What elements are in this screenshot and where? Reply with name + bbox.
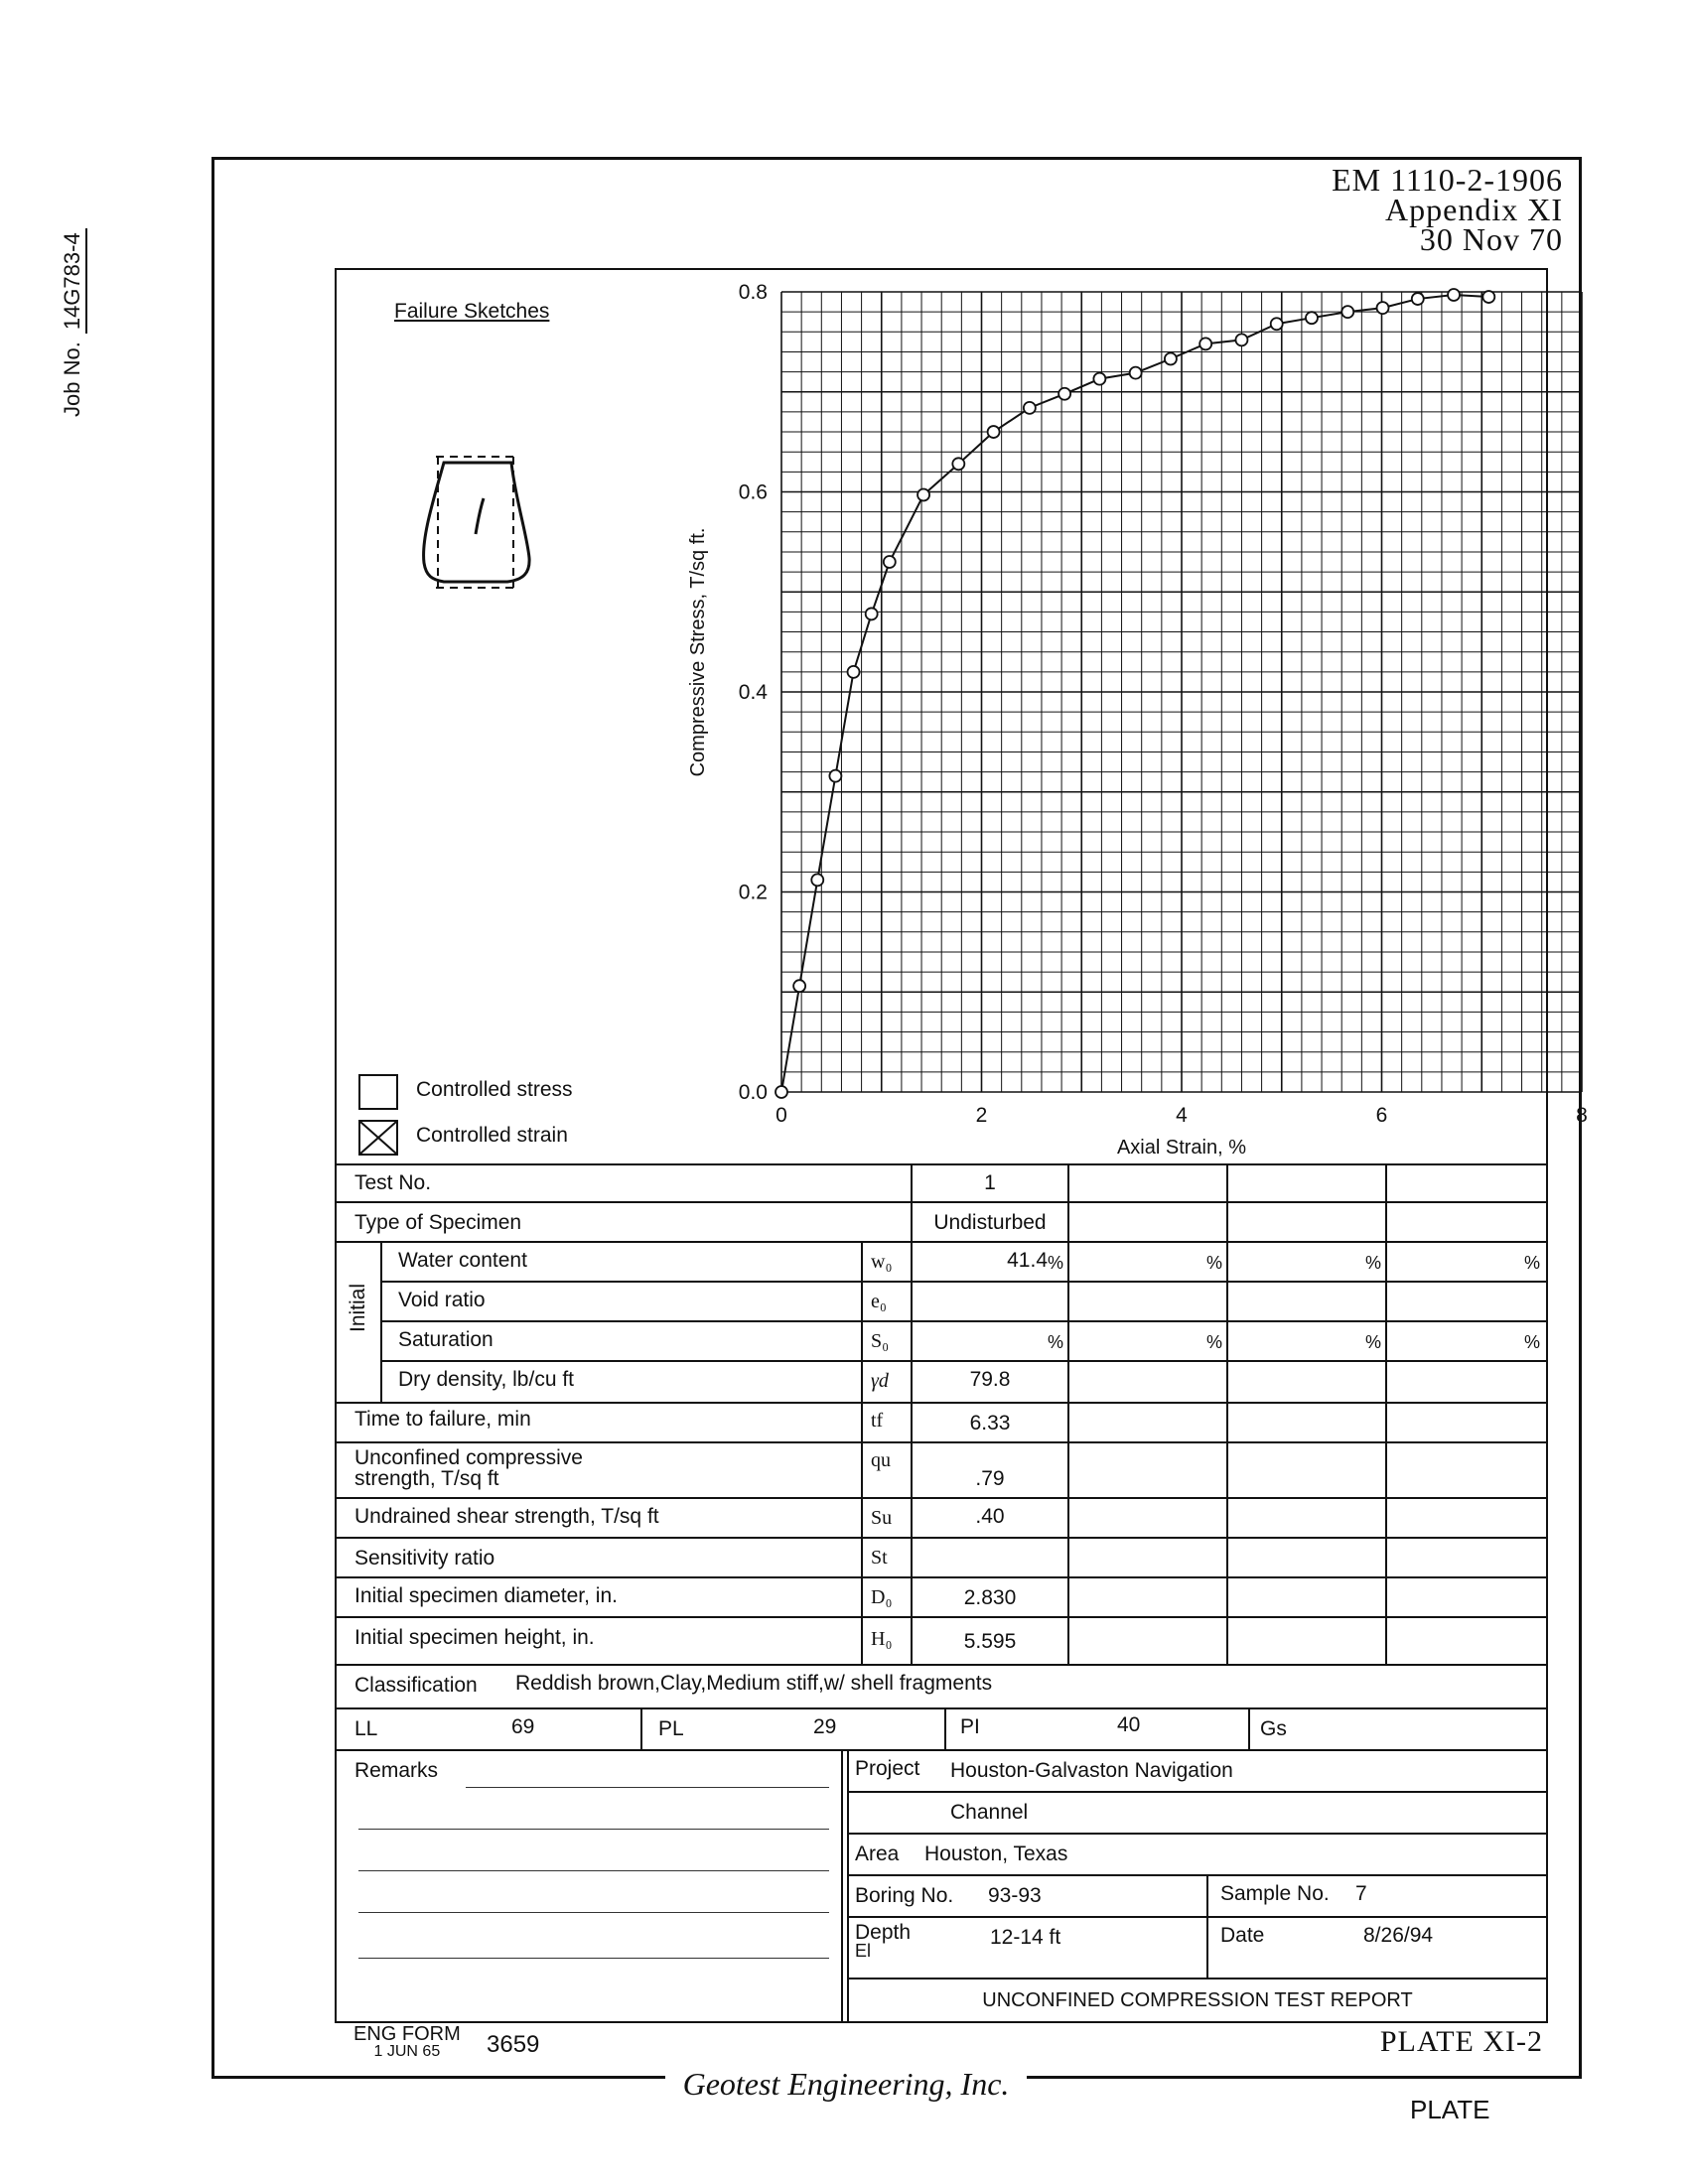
diameter-symbol: D₀ (871, 1586, 893, 1608)
job-number-value: 14G783-4 (60, 228, 87, 334)
data-point (1482, 291, 1494, 303)
y-tick-label: 0.2 (738, 881, 768, 904)
height-symbol: H₀ (871, 1628, 893, 1650)
initial-group-label: Initial (347, 1283, 369, 1332)
data-point (1165, 353, 1177, 365)
time-to-failure-label: Time to failure, min (354, 1408, 531, 1431)
diameter-label: Initial specimen diameter, in. (354, 1584, 618, 1607)
y-axis-label: Compressive Stress, T/sq ft. (687, 527, 709, 777)
rule (380, 1281, 1548, 1283)
gs-label: Gs (1260, 1717, 1287, 1740)
rule (1067, 1163, 1069, 1664)
plate-number: PLATE XI-2 (1379, 2025, 1543, 2058)
saturation-symbol: S₀ (871, 1330, 890, 1352)
type-of-specimen-label: Type of Specimen (354, 1211, 522, 1234)
data-point (1235, 334, 1247, 345)
eng-form-block (353, 2025, 461, 2061)
rule (1248, 1707, 1250, 1749)
depth-value: 12-14 ft (990, 1926, 1061, 1949)
data-point (1341, 306, 1353, 318)
y-tick-label: 0.8 (738, 281, 768, 304)
unconfined-strength-label-line2: strength, T/sq ft (354, 1467, 499, 1490)
x-tick-label: 4 (1176, 1104, 1188, 1127)
pct-mark: % (1524, 1332, 1541, 1352)
data-point (1412, 293, 1424, 305)
rule (861, 1241, 863, 1664)
depth-label: Depth (855, 1921, 912, 1944)
rule (337, 1664, 1548, 1666)
remarks-line (358, 1829, 829, 1830)
data-point (1130, 367, 1142, 379)
boring-no-value: 93-93 (988, 1884, 1042, 1907)
data-point (866, 608, 878, 619)
rule (380, 1360, 1548, 1362)
water-content-label: Water content (398, 1249, 527, 1272)
rule (337, 1616, 1548, 1618)
rule (847, 1791, 1548, 1793)
rule (944, 1707, 946, 1749)
dry-density-symbol: γd (871, 1370, 889, 1392)
rule (847, 1874, 1548, 1876)
void-ratio-symbol: e₀ (871, 1291, 887, 1312)
data-point (848, 666, 860, 678)
date-value: 8/26/94 (1363, 1924, 1434, 1947)
rule (640, 1707, 642, 1749)
project-label: Project (855, 1757, 920, 1780)
pct-mark: % (1365, 1332, 1382, 1352)
pi-label: PI (960, 1715, 980, 1738)
data-point (917, 489, 929, 501)
height-label: Initial specimen height, in. (354, 1626, 595, 1649)
rule (337, 1497, 1548, 1499)
undrained-shear-label: Undrained shear strength, T/sq ft (354, 1505, 659, 1528)
rule (337, 1537, 1548, 1539)
rule (847, 1978, 1548, 1979)
diameter-1: 2.830 (963, 1586, 1017, 1609)
x-tick-label: 6 (1375, 1104, 1388, 1127)
x-tick-label: 8 (1576, 1104, 1588, 1127)
job-number (60, 228, 87, 417)
pct-mark: % (1048, 1332, 1064, 1352)
void-ratio-label: Void ratio (398, 1289, 486, 1311)
data-point (1093, 373, 1105, 385)
project-value-line2: Channel (950, 1801, 1029, 1824)
x-axis-label: Axial Strain, % (1116, 1137, 1247, 1159)
classification-value: Reddish brown,Clay,Medium stiff,w/ shell fragments (515, 1672, 993, 1695)
dry-density-1: 79.8 (969, 1368, 1011, 1391)
project-value: Houston-Galvaston Navigation (950, 1759, 1233, 1782)
data-point (811, 874, 823, 886)
rule (380, 1320, 1548, 1322)
unconfined-strength-symbol: qu (871, 1449, 891, 1471)
data-point (829, 770, 841, 782)
boring-no-label: Boring No. (855, 1884, 954, 1907)
pi-value: 40 (1117, 1713, 1141, 1736)
document-header (1332, 162, 1563, 257)
unconfined-strength-label (354, 1447, 583, 1489)
type-of-specimen-1: Undisturbed (933, 1211, 1047, 1234)
test-no-1: 1 (984, 1171, 996, 1194)
x-tick-label: 0 (776, 1104, 787, 1127)
data-point (952, 458, 964, 470)
data-point (884, 556, 896, 568)
header-em: EM 1110-2-1906 (1332, 162, 1563, 198)
pct-mark: % (1206, 1332, 1223, 1352)
pl-value: 29 (813, 1715, 837, 1738)
eng-form-label: ENG FORM (353, 2023, 461, 2045)
eng-form-number: 3659 (487, 2031, 540, 2058)
rule (847, 1916, 1548, 1918)
rule (1226, 1163, 1228, 1664)
remarks-line (358, 1870, 829, 1871)
date-label: Date (1220, 1924, 1265, 1947)
pct-mark: % (1048, 1253, 1064, 1273)
sample-no-label: Sample No. (1220, 1882, 1330, 1905)
data-point (793, 980, 805, 992)
time-to-failure-1: 6.33 (969, 1412, 1011, 1434)
rule (847, 1833, 1548, 1835)
rule (1206, 1874, 1208, 1978)
y-tick-label: 0.0 (738, 1081, 768, 1104)
pl-label: PL (658, 1717, 684, 1740)
report-form (335, 268, 1588, 2023)
rule (337, 1441, 1548, 1443)
rule (337, 1402, 1548, 1404)
saturation-label: Saturation (398, 1328, 494, 1351)
unconfined-strength-label-line1: Unconfined compressive (354, 1446, 583, 1469)
data-point (1448, 289, 1460, 301)
failure-sketches-title: Failure Sketches (394, 300, 550, 323)
job-number-label: Job No. (60, 341, 84, 417)
sensitivity-ratio-label: Sensitivity ratio (354, 1547, 495, 1570)
ll-label: LL (354, 1717, 378, 1740)
rule (841, 1749, 843, 2023)
checkbox-x-icon (360, 1122, 396, 1154)
pct-mark: % (1365, 1253, 1382, 1273)
header-date: 30 Nov 70 (1419, 221, 1563, 257)
water-content-symbol: w₀ (871, 1251, 893, 1273)
unconfined-strength-1: .79 (975, 1467, 1005, 1490)
controlled-strain-checkbox (358, 1120, 398, 1156)
data-point (1306, 312, 1318, 324)
rule (337, 1576, 1548, 1578)
eng-form-date: 1 JUN 65 (373, 2043, 441, 2060)
rule (337, 1201, 1548, 1203)
pct-mark: % (1206, 1253, 1223, 1273)
height-1: 5.595 (963, 1630, 1017, 1653)
sensitivity-ratio-symbol: St (871, 1547, 888, 1569)
data-point (1058, 388, 1070, 400)
remarks-line (358, 1912, 829, 1913)
rule (337, 1163, 1548, 1165)
report-title: UNCONFINED COMPRESSION TEST REPORT (982, 1989, 1413, 2011)
data-point (1199, 338, 1211, 349)
rule (337, 1241, 1548, 1243)
x-tick-label: 2 (975, 1104, 988, 1127)
y-tick-label: 0.4 (738, 681, 768, 704)
time-to-failure-symbol: tf (871, 1410, 884, 1432)
failure-sketch (416, 449, 545, 598)
undrained-shear-symbol: Su (871, 1507, 893, 1529)
test-no-label: Test No. (354, 1171, 432, 1194)
plate-label: PLATE (1410, 2095, 1490, 2124)
water-content-1: 41.4 (1007, 1249, 1048, 1272)
undrained-shear-1: .40 (975, 1505, 1005, 1528)
dry-density-label: Dry density, lb/cu ft (398, 1368, 575, 1391)
data-point (1271, 318, 1283, 330)
data-point (776, 1086, 787, 1098)
sample-no-value: 7 (1355, 1882, 1367, 1905)
area-label: Area (855, 1843, 900, 1865)
el-label: El (855, 1941, 872, 1961)
header-appendix: Appendix XI (1385, 192, 1563, 227)
classification-label: Classification (354, 1674, 478, 1697)
data-point (988, 426, 1000, 438)
rule (337, 1749, 1548, 1751)
pct-mark: % (1524, 1253, 1541, 1273)
area-value: Houston, Texas (924, 1843, 1068, 1865)
depth-label-group (855, 1921, 912, 1961)
data-point (1377, 302, 1389, 314)
remarks-label: Remarks (354, 1759, 439, 1782)
ll-value: 69 (511, 1715, 535, 1738)
controlled-stress-label: Controlled stress (416, 1078, 573, 1101)
company-name: Geotest Engineering, Inc. (665, 2066, 1028, 2103)
rule (337, 1707, 1548, 1709)
stress-strain-chart (605, 270, 1588, 1163)
rule (1385, 1163, 1387, 1664)
controlled-strain-label: Controlled strain (416, 1124, 568, 1147)
remarks-line (466, 1787, 829, 1788)
remarks-line (358, 1958, 829, 1959)
controlled-stress-checkbox (358, 1074, 398, 1110)
data-point (1024, 402, 1036, 414)
y-tick-label: 0.6 (738, 480, 768, 504)
